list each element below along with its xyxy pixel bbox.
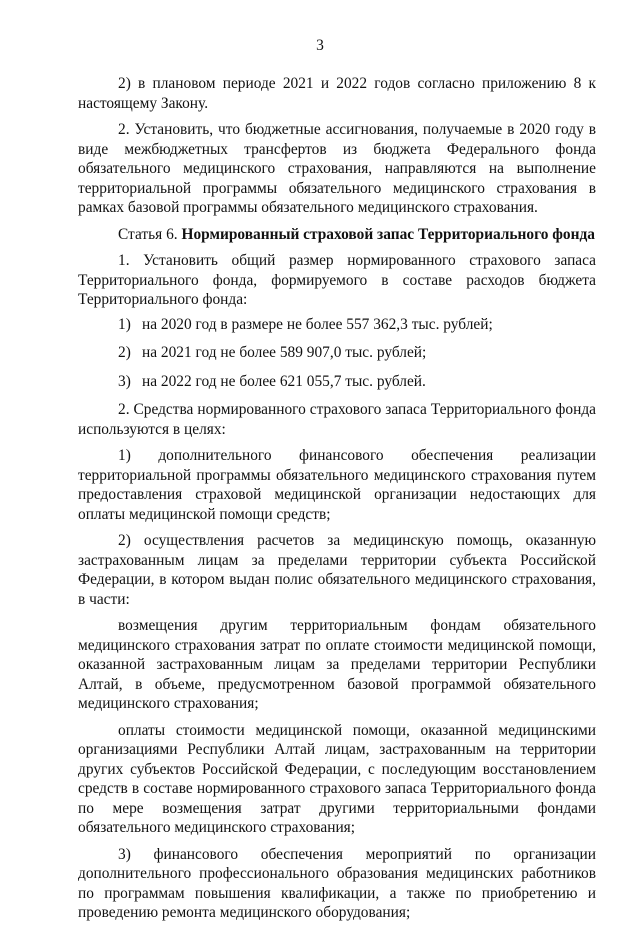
paragraph-reimbursement: возмещения другим территориальным фондам обязательного медицинского страхования затрат по оплате стоимости медицинской помощи, оказанной застрахованным лицам за пределами территории Республики Алтай, в объеме, предусмотренном базовой программой обязательного медицинского страхования; bbox=[78, 617, 596, 712]
paragraph-reserve-intro: 1. Установить общий размер нормированного страхового запаса Территориального фонда, формируемого в составе расходов бюджета Территориального фонда: bbox=[78, 252, 596, 308]
paragraph-budget-allocations: 2. Установить, что бюджетные ассигнования, получаемые в 2020 году в виде межбюджетных трансфертов из бюджета Федерального фонда обязательного медицинского страхования, направляются на выполнение территориальной программы обязательного медицинского страхования в рамках базовой программы обязательного медицинского страхования. bbox=[78, 121, 596, 216]
list-number: 2) bbox=[118, 344, 131, 361]
paragraph-reserve-usage: 2. Средства нормированного страхового запаса Территориального фонда используются в целях: bbox=[78, 401, 596, 438]
article-prefix: Статья 6. bbox=[118, 225, 178, 243]
list-text: на 2020 год в размере не более 557 362,3 тыс. рублей; bbox=[142, 315, 493, 333]
list-text: на 2022 год не более 621 055,7 тыс. рублей. bbox=[142, 372, 426, 390]
reserve-item-2021 bbox=[78, 343, 596, 363]
article-heading bbox=[78, 225, 596, 245]
article-title: Нормированный страховой запас Территориального фонда bbox=[181, 225, 595, 243]
list-number: 1) bbox=[118, 315, 131, 333]
paragraph-plan-period: 2) в плановом периоде 2021 и 2022 годов согласно приложению 8 к настоящему Закону. bbox=[78, 75, 596, 112]
reserve-item-2020 bbox=[78, 315, 596, 335]
paragraph-usage-1: 1) дополнительного финансового обеспечения реализации территориальной программы обязательного медицинского страхования путем предоставления страховой медицинской организации недостающих для оплаты медицинской помощи средств; bbox=[78, 447, 596, 523]
paragraph-payment: оплаты стоимости медицинской помощи, оказанной медицинскими организациями Республики Алтай лицам, застрахованным на территории других субъектов Российской Федерации, с последующим восстановлением средств в составе нормированного страхового запаса Территориального фонда по мере возмещения затрат другими территориальными фондами обязательного медицинского страхования; bbox=[78, 721, 596, 836]
paragraph-usage-2: 2) осуществления расчетов за медицинскую помощь, оказанную застрахованным лицам за пределами территории субъекта Российской Федерации, в котором выдан полис обязательного медицинского страхования, в части: bbox=[78, 532, 596, 608]
list-number: 3) bbox=[118, 372, 131, 390]
document-body bbox=[78, 74, 596, 930]
list-text: на 2021 год не более 589 907,0 тыс. рублей; bbox=[142, 344, 427, 361]
reserve-item-2022 bbox=[78, 372, 596, 392]
paragraph-usage-3: 3) финансового обеспечения мероприятий по организации дополнительного профессионального образования медицинских работников по программам повышения квалификации, а также по приобретению и проведению ремонта медицинского оборудования; bbox=[78, 845, 596, 921]
page-number: 3 bbox=[316, 37, 324, 54]
